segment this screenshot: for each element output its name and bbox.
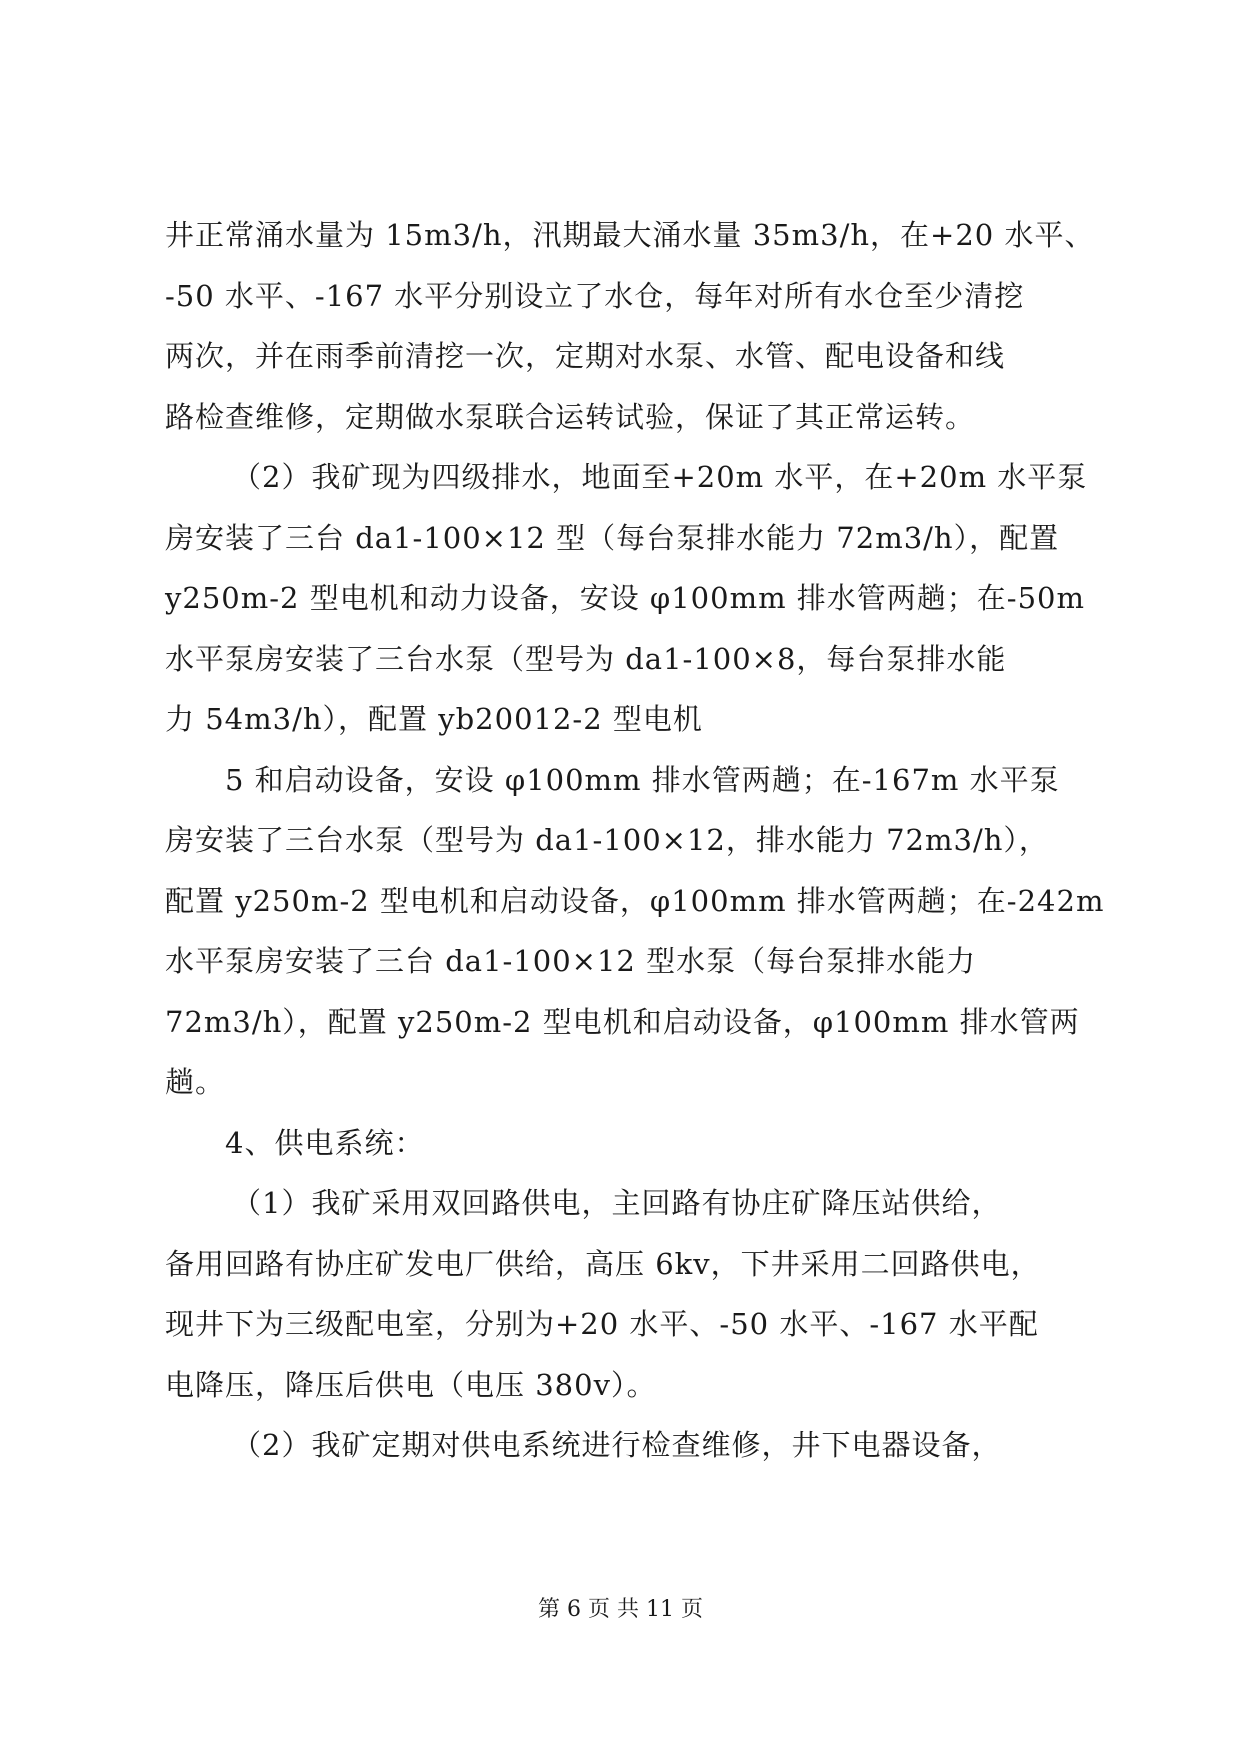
text-line: 水平泵房安装了三台水泵（型号为 da1-100×8，每台泵排水能	[165, 641, 1007, 676]
text-line: （2）我矿现为四级排水，地面至+20m 水平，在+20m 水平泵	[232, 460, 1088, 494]
text-line: 5 和启动设备，安设 φ100mm 排水管两趟；在-167m 水平泵	[225, 762, 1060, 797]
text-line: 配置 y250m-2 型电机和启动设备，φ100mm 排水管两趟；在-242m	[165, 883, 1105, 918]
text-line: （2）我矿定期对供电系统进行检查维修，井下电器设备，	[232, 1428, 1002, 1462]
text-line: 72m3/h），配置 y250m-2 型电机和启动设备，φ100mm 排水管两	[165, 1004, 1080, 1039]
text-line: 现井下为三级配电室，分别为+20 水平、-50 水平、-167 水平配	[165, 1307, 1039, 1341]
text-line: 房安装了三台 da1-100×12 型（每台泵排水能力 72m3/h），配置	[165, 520, 1060, 555]
text-line: 路检查维修，定期做水泵联合运转试验，保证了其正常运转。	[165, 399, 976, 434]
text-line: 电降压，降压后供电（电压 380v）。	[165, 1367, 657, 1402]
page-number-footer: 第 6 页 共 11 页	[538, 1597, 703, 1622]
text-line: 井正常涌水量为 15m3/h，汛期最大涌水量 35m3/h，在+20 水平、	[165, 218, 1095, 252]
text-line: 力 54m3/h），配置 yb20012-2 型电机	[165, 702, 703, 736]
section-heading: 4、供电系统：	[225, 1125, 425, 1160]
text-line: y250m-2 型电机和动力设备，安设 φ100mm 排水管两趟；在-50m	[165, 581, 1085, 615]
text-line: 趟。	[165, 1065, 226, 1099]
text-line: （1）我矿采用双回路供电，主回路有协庄矿降压站供给，	[232, 1186, 1002, 1220]
text-line: 备用回路有协庄矿发电厂供给，高压 6kv，下井采用二回路供电，	[165, 1246, 1041, 1281]
text-line: -50 水平、-167 水平分别设立了水仓，每年对所有水仓至少清挖	[165, 278, 1025, 313]
text-line: 两次，并在雨季前清挖一次，定期对水泵、水管、配电设备和线	[165, 339, 1006, 373]
text-line: 水平泵房安装了三台 da1-100×12 型水泵（每台泵排水能力	[165, 944, 977, 978]
document-body	[165, 205, 1105, 1476]
text-line: 房安装了三台水泵（型号为 da1-100×12，排水能力 72m3/h），	[165, 823, 1049, 857]
